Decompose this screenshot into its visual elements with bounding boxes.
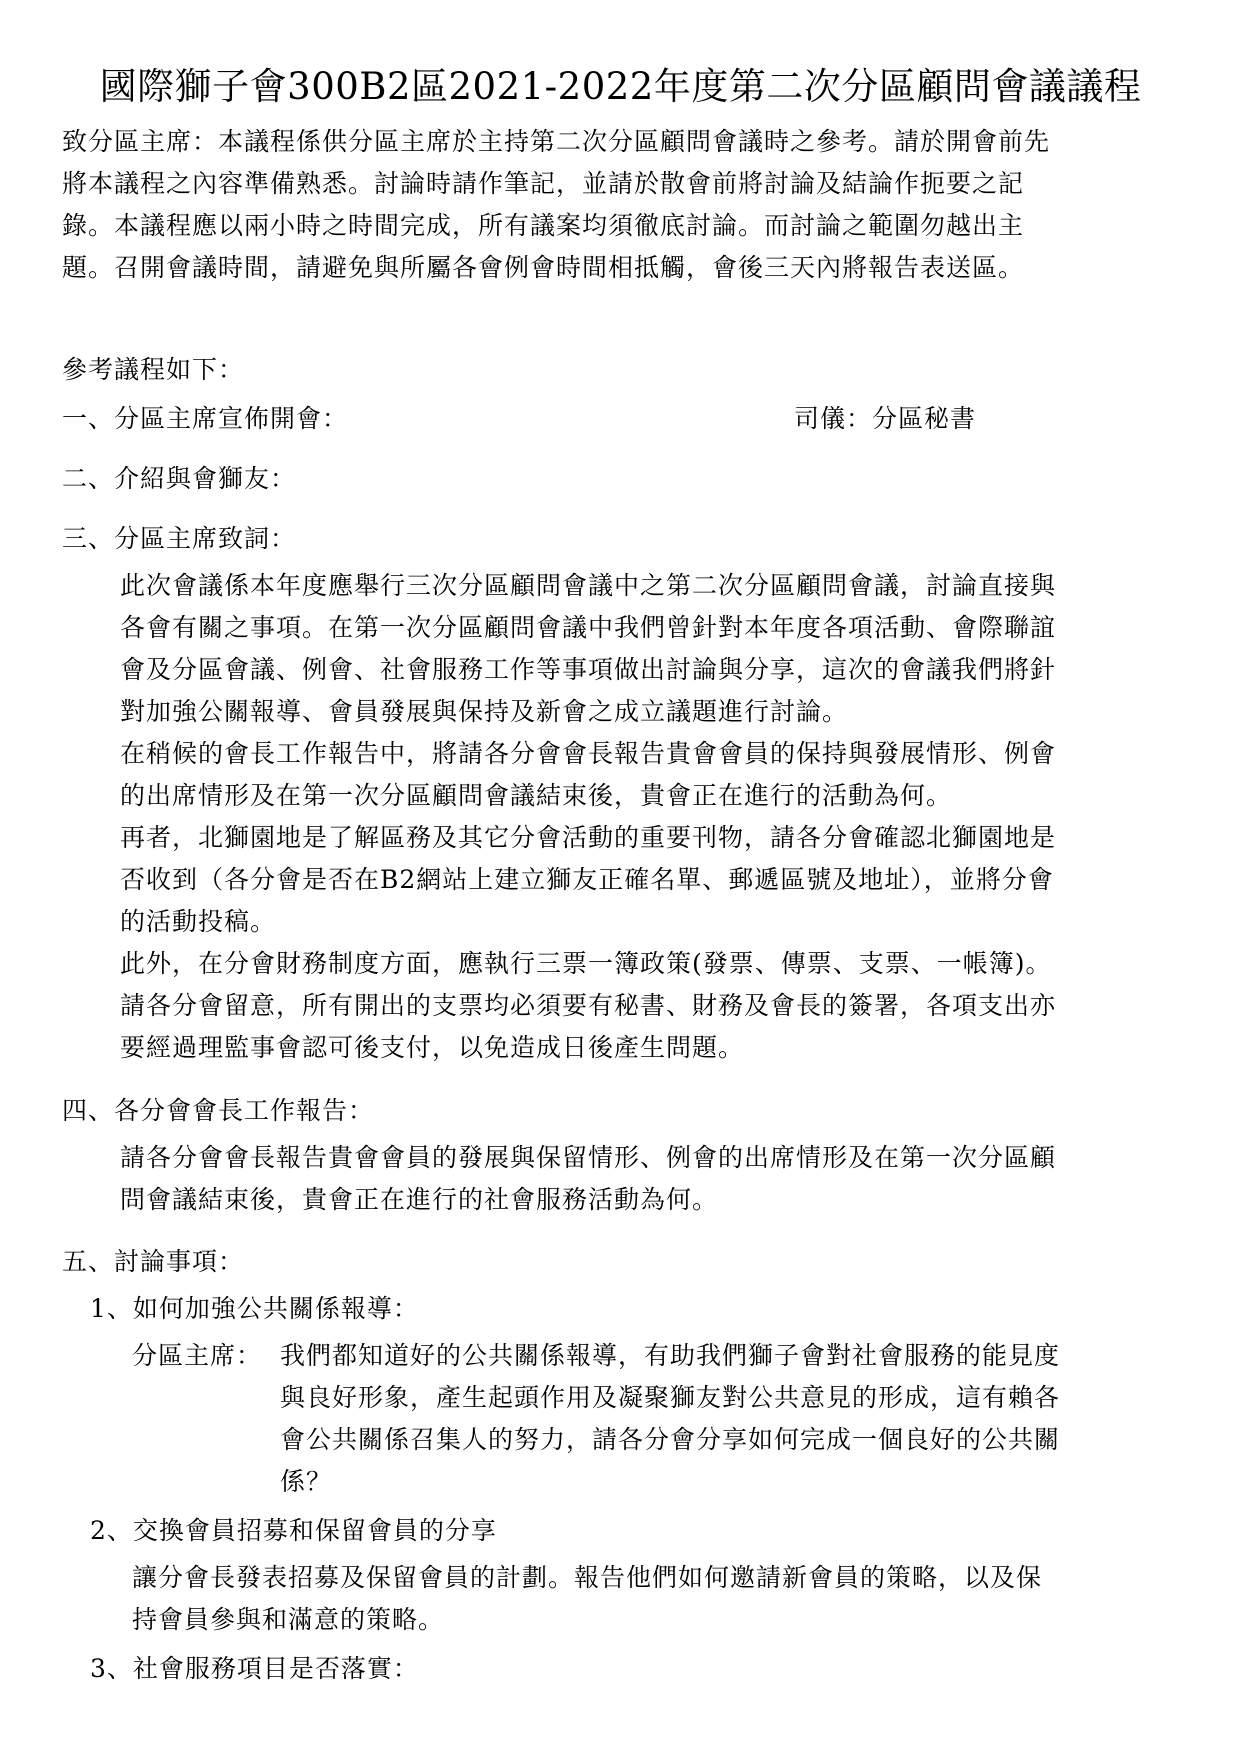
intro-line: 致分區主席：本議程係供分區主席於主持第二次分區顧問會議時之參考。請於開會前先: [62, 127, 1051, 156]
body-line: 與良好形象，產生起頭作用及凝聚獅友對公共意見的形成，這有賴各: [280, 1383, 1061, 1412]
speech-line: 對加強公關報導、會員發展與保持及新會之成立議題進行討論。: [120, 697, 849, 726]
speech-line: 各會有關之事項。在第一次分區顧問會議中我們曾針對本年度各項活動、會際聯誼: [120, 613, 1057, 642]
discussion-item-2: 2、交換會員招募和保留會員的分享: [90, 1516, 497, 1545]
body-line: 持會員參與和滿意的策略。: [132, 1605, 445, 1634]
body-line: 我們都知道好的公共關係報導，有助我們獅子會對社會服務的能見度: [280, 1341, 1061, 1370]
speech-line: 此外，在分會財務制度方面，應執行三票一簿政策(發票、傳票、支票、一帳簿)。: [120, 949, 1052, 978]
speech-line: 再者，北獅園地是了解區務及其它分會活動的重要刊物，請各分會確認北獅園地是: [120, 823, 1057, 852]
speech-line: 在稍候的會長工作報告中，將請各分會會長報告貴會會員的保持與發展情形、例會: [120, 739, 1057, 768]
body-line: 問會議結束後，貴會正在進行的社會服務活動為何。: [120, 1185, 719, 1214]
discussion-item-1-speaker: 分區主席：: [132, 1341, 263, 1370]
speech-line: 此次會議係本年度應舉行三次分區顧問會議中之第二次分區顧問會議，討論直接與: [120, 571, 1057, 600]
intro-line: 題。召開會議時間，請避免與所屬各會例會時間相抵觸，會後三天內將報告表送區。: [62, 253, 1025, 282]
agenda-item-1: 一、分區主席宣佈開會：: [62, 404, 349, 433]
reference-heading: 參考議程如下：: [62, 355, 245, 384]
body-line: 係？: [280, 1467, 333, 1496]
speech-line: 要經過理監事會認可後支付，以免造成日後產生問題。: [120, 1033, 745, 1062]
intro-line: 錄。本議程應以兩小時之時間完成，所有議案均須徹底討論。而討論之範圍勿越出主: [62, 211, 1025, 240]
speech-line: 會及分區會議、例會、社會服務工作等事項做出討論與分享，這次的會議我們將針: [120, 655, 1057, 684]
body-line: 讓分會長發表招募及保留會員的計劃。報告他們如何邀請新會員的策略，以及保: [132, 1563, 1043, 1592]
body-line: 會公共關係召集人的努力，請各分會分享如何完成一個良好的公共關: [280, 1425, 1061, 1454]
intro-line: 將本議程之內容準備熟悉。討論時請作筆記，並請於散會前將討論及結論作扼要之記: [62, 169, 1025, 198]
speech-line: 的活動投稿。: [120, 907, 277, 936]
body-line: 請各分會會長報告貴會會員的發展與保留情形、例會的出席情形及在第一次分區顧: [120, 1143, 1057, 1172]
page-title: 國際獅子會300B2區2021-2022年度第二次分區顧問會議議程: [99, 65, 1142, 108]
speech-line: 的出席情形及在第一次分區顧問會議結束後，貴會正在進行的活動為何。: [120, 781, 953, 810]
agenda-item-5: 五、討論事項：: [62, 1247, 245, 1276]
agenda-item-4: 四、各分會會長工作報告：: [62, 1096, 375, 1125]
agenda-item-3: 三、分區主席致詞：: [62, 524, 297, 553]
agenda-item-2: 二、介紹與會獅友：: [62, 464, 297, 493]
discussion-item-3: 3、社會服務項目是否落實：: [90, 1654, 419, 1683]
discussion-item-1: 1、如何加強公共關係報導：: [90, 1294, 419, 1323]
speech-line: 否收到（各分會是否在B2網站上建立獅友正確名單、郵遞區號及地址），並將分會: [120, 865, 1054, 894]
speech-line: 請各分會留意，所有開出的支票均必須要有秘書、財務及會長的簽署，各項支出亦: [120, 991, 1057, 1020]
agenda-item-1-host: 司儀：分區秘書: [794, 404, 977, 433]
